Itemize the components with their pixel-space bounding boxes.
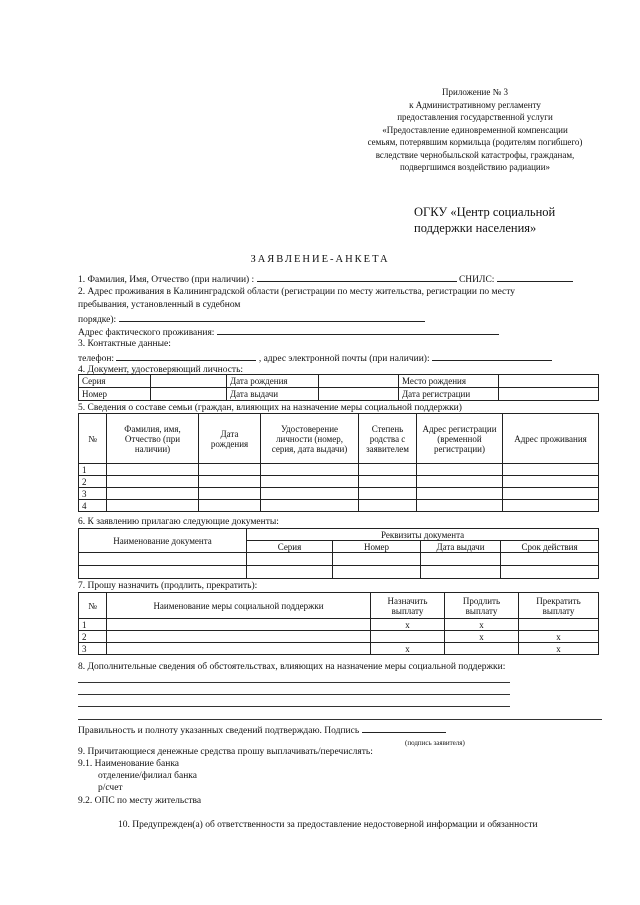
- row-number: 2: [79, 476, 107, 488]
- family-title: 5. Сведения о составе семьи (граждан, влияющих на назначение меры социальной поддержки): [78, 403, 462, 413]
- table-cell[interactable]: [359, 464, 417, 476]
- table-cell[interactable]: [107, 476, 199, 488]
- confirmation-row: [78, 723, 446, 737]
- table-cell[interactable]: [417, 488, 503, 500]
- address-reg-field[interactable]: [119, 312, 425, 322]
- row-number: 1: [79, 464, 107, 476]
- appendix-line: семьям, потерявшим кормильца (родителям погибшего): [367, 137, 583, 147]
- birth-date-field[interactable]: [319, 375, 399, 388]
- table-cell[interactable]: [79, 553, 247, 566]
- family-col-header: Адрес регистрации (временной регистрации): [417, 414, 503, 464]
- table-cell[interactable]: [199, 464, 261, 476]
- row-number: 3: [79, 488, 107, 500]
- row-number: 3: [79, 643, 107, 655]
- table-cell[interactable]: [199, 488, 261, 500]
- stop-cell[interactable]: [519, 619, 599, 631]
- doc-name-header: Наименование документа: [79, 529, 247, 553]
- attachments-title: 6. К заявлению прилагаю следующие документы:: [78, 517, 279, 527]
- appendix-line: предоставления государственной услуги: [397, 112, 553, 122]
- table-cell[interactable]: [503, 476, 599, 488]
- phone-label: телефон:: [78, 354, 115, 364]
- address-reg-row: [78, 312, 425, 326]
- table-cell[interactable]: [261, 488, 359, 500]
- recipient-line: поддержки населения»: [414, 221, 537, 235]
- table-row: [79, 476, 599, 488]
- table-cell[interactable]: [503, 464, 599, 476]
- fio-row: [78, 272, 573, 286]
- additional-info-line[interactable]: [78, 694, 510, 695]
- family-col-header: Дата рождения: [199, 414, 261, 464]
- table-row: [79, 500, 599, 512]
- snils-label: СНИЛС:: [458, 275, 495, 285]
- issue-date-label: Дата выдачи: [227, 388, 319, 401]
- requisites-header: Реквизиты документа: [247, 529, 599, 541]
- request-col-header: Наименование меры социальной поддержки: [107, 593, 371, 619]
- family-col-header: Степень родства с заявителем: [359, 414, 417, 464]
- table-cell[interactable]: [261, 500, 359, 512]
- table-cell[interactable]: [359, 476, 417, 488]
- table-cell[interactable]: [107, 488, 199, 500]
- birth-date-label: Дата рождения: [227, 375, 319, 388]
- table-cell[interactable]: [199, 476, 261, 488]
- appendix-line: вследствие чернобыльской катастрофы, гражданам,: [375, 149, 575, 160]
- actual-address-field[interactable]: [217, 325, 499, 335]
- request-col-header: Назначить выплату: [371, 593, 445, 619]
- snils-field[interactable]: [497, 272, 573, 282]
- appendix-note: [330, 86, 620, 174]
- table-cell[interactable]: [247, 566, 333, 579]
- additional-info-line[interactable]: [78, 682, 510, 683]
- actual-address-row: [78, 325, 499, 339]
- table-cell[interactable]: [503, 488, 599, 500]
- payment-title: 9. Причитающиеся денежные средства прошу выплачивать/перечислять:: [78, 747, 373, 757]
- appendix-line: Приложение № 3: [442, 87, 508, 97]
- post-office-label: 9.2. ОПС по месту жительства: [78, 796, 202, 806]
- request-col-header: Прекратить выплату: [519, 593, 599, 619]
- address-reg-label-cont: пребывания, установленный в судебном: [78, 300, 241, 310]
- table-cell[interactable]: [421, 553, 501, 566]
- email-field[interactable]: [432, 351, 552, 361]
- table-row: [79, 631, 599, 643]
- actual-address-label: Адрес фактического проживания:: [78, 328, 215, 338]
- additional-info-line[interactable]: [78, 706, 510, 707]
- table-cell[interactable]: [199, 500, 261, 512]
- issue-date-field[interactable]: [319, 388, 399, 401]
- family-table: [78, 413, 599, 512]
- table-cell[interactable]: [417, 464, 503, 476]
- birth-place-label: Место рождения: [399, 375, 499, 388]
- table-cell[interactable]: [359, 488, 417, 500]
- series-field[interactable]: [151, 375, 227, 388]
- bank-name-label: 9.1. Наименование банка: [78, 759, 180, 769]
- fio-field[interactable]: [257, 272, 457, 282]
- table-row: [79, 464, 599, 476]
- assign-cell[interactable]: х: [371, 619, 445, 631]
- table-cell[interactable]: [261, 476, 359, 488]
- table-cell[interactable]: [107, 464, 199, 476]
- request-col-header: №: [79, 593, 107, 619]
- id-doc-table: [78, 374, 599, 401]
- id-doc-title: 4. Документ, удостоверяющий личность:: [78, 365, 244, 375]
- requisites-col-header: Серия: [247, 541, 333, 553]
- fio-label: 1. Фамилия, Имя, Отчество (при наличии) :: [78, 275, 255, 285]
- reg-date-label: Дата регистрации: [399, 388, 499, 401]
- table-cell[interactable]: [333, 553, 421, 566]
- recipient-block: [414, 204, 555, 236]
- extend-cell[interactable]: [445, 643, 519, 655]
- family-col-header: №: [79, 414, 107, 464]
- additional-info-title: 8. Дополнительные сведения об обстоятельствах, влияющих на назначение меры социальной поддержки:: [78, 662, 506, 672]
- table-cell[interactable]: [359, 500, 417, 512]
- contacts-row: [78, 351, 552, 365]
- request-col-header: Продлить выплату: [445, 593, 519, 619]
- liability-warning: 10. Предупрежден(а) об ответственности за предоставление недостоверной информации и обязанности: [118, 820, 538, 830]
- reg-date-field[interactable]: [499, 388, 599, 401]
- phone-field[interactable]: [116, 351, 256, 361]
- appendix-line: к Административному регламенту: [409, 99, 541, 110]
- table-row: [79, 566, 599, 579]
- birth-place-field[interactable]: [499, 375, 599, 388]
- family-col-header: Фамилия, имя, Отчество (при наличии): [107, 414, 199, 464]
- request-table: [78, 592, 599, 655]
- family-col-header: Удостоверение личности (номер, серия, дата выдачи): [261, 414, 359, 464]
- assign-cell[interactable]: х: [371, 643, 445, 655]
- table-row: [79, 619, 599, 631]
- extend-cell[interactable]: х: [445, 631, 519, 643]
- table-cell[interactable]: [501, 566, 599, 579]
- address-court-label: порядке):: [78, 315, 117, 325]
- signature-caption: (подпись заявителя): [405, 739, 465, 747]
- table-cell[interactable]: [107, 500, 199, 512]
- table-cell[interactable]: [503, 500, 599, 512]
- stop-cell[interactable]: х: [519, 631, 599, 643]
- extend-cell[interactable]: х: [445, 619, 519, 631]
- family-col-header: Адрес проживания: [503, 414, 599, 464]
- series-label: Серия: [79, 375, 151, 388]
- attachments-table: [78, 528, 599, 579]
- measure-cell[interactable]: [107, 619, 371, 631]
- table-cell[interactable]: [421, 566, 501, 579]
- table-cell[interactable]: [261, 464, 359, 476]
- requisites-col-header: Номер: [333, 541, 421, 553]
- table-row: [79, 643, 599, 655]
- contacts-title: 3. Контактные данные:: [78, 339, 171, 349]
- form-title: ЗАЯВЛЕНИЕ-АНКЕТА: [250, 254, 390, 265]
- bank-branch-label: отделение/филиал банка: [98, 771, 197, 781]
- row-number: 1: [79, 619, 107, 631]
- email-label: , адрес электронной почты (при наличии):: [258, 354, 430, 364]
- table-cell[interactable]: [333, 566, 421, 579]
- number-field[interactable]: [151, 388, 227, 401]
- address-reg-label: 2. Адрес проживания в Калининградской области (регистрации по месту жительства, регистрации по месту: [78, 287, 516, 297]
- confirmation-text: Правильность и полноту указанных сведений подтверждаю. Подпись: [78, 726, 360, 736]
- stop-cell[interactable]: х: [519, 643, 599, 655]
- measure-cell[interactable]: [107, 643, 371, 655]
- row-number: 4: [79, 500, 107, 512]
- assign-cell[interactable]: [371, 631, 445, 643]
- measure-cell[interactable]: [107, 631, 371, 643]
- request-title: 7. Прошу назначить (продлить, прекратить):: [78, 581, 258, 591]
- row-number: 2: [79, 631, 107, 643]
- recipient-line: ОГКУ «Центр социальной: [414, 205, 556, 219]
- table-cell[interactable]: [247, 553, 333, 566]
- appendix-line: подвергшимся воздействию радиации»: [399, 162, 551, 172]
- table-row: [79, 553, 599, 566]
- signature-field[interactable]: [362, 723, 446, 733]
- table-cell[interactable]: [79, 566, 247, 579]
- bank-account-label: р/счет: [98, 783, 123, 793]
- table-cell[interactable]: [501, 553, 599, 566]
- table-cell[interactable]: [417, 500, 503, 512]
- number-label: Номер: [79, 388, 151, 401]
- requisites-col-header: Дата выдачи: [421, 541, 501, 553]
- table-cell[interactable]: [417, 476, 503, 488]
- requisites-col-header: Срок действия: [501, 541, 599, 553]
- appendix-line: «Предоставление единовременной компенсации: [382, 124, 568, 135]
- separator-line: [78, 719, 602, 720]
- table-row: [79, 488, 599, 500]
